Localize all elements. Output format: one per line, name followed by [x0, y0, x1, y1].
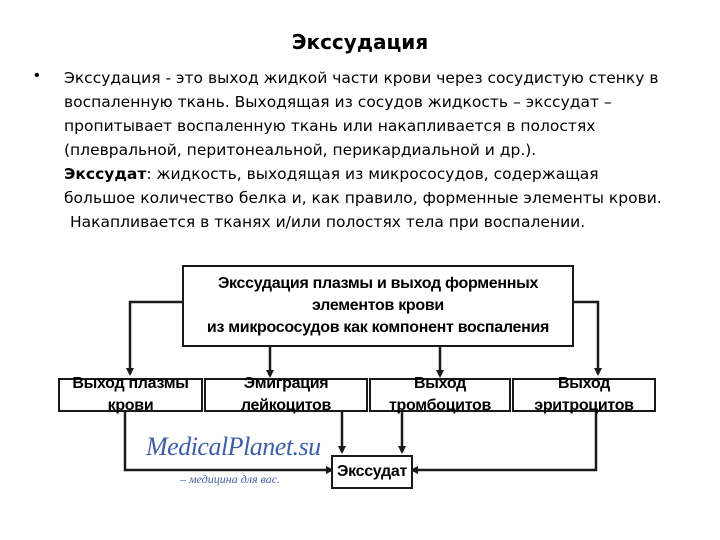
slide-title: Экссудация: [291, 30, 429, 54]
exudate-term: Экссудат: [64, 165, 147, 183]
connector-line: [572, 302, 598, 374]
platelet-exit-box: Выход тромбоцитов: [369, 378, 511, 412]
top-box-line: Экссудация плазмы и выход форменных элементов крови: [217, 275, 539, 314]
plasma-exit-box: Выход плазмы крови: [58, 378, 203, 412]
bullet-marker: •: [34, 67, 40, 84]
definition-line: Экссудация - это выход жидкой части крови через сосудистую стенку в: [64, 69, 659, 87]
top-box-line: из микрососудов как компонент воспаления: [206, 319, 550, 336]
definition-line: большое количество белка и, как правило, форменные элементы крови.: [64, 189, 662, 207]
watermark-site: MedicalPlanet.su: [146, 432, 321, 461]
top-process-box: [182, 265, 574, 347]
leukocyte-emigration-box: Эмиграция лейкоцитов: [204, 378, 368, 412]
definition-line: (плевральной, перитонеальной, перикардиальной и др.).: [64, 141, 537, 159]
connector-line: [130, 302, 183, 374]
exudate-term-rest: : жидкость, выходящая из микрососудов, содержащая: [146, 165, 599, 183]
definition-line: Накапливается в тканях и/или полостях тела при воспалении.: [70, 213, 586, 231]
definition-line: воспаленную ткань. Выходящая из сосудов жидкость – экссудат –: [64, 93, 612, 111]
watermark-tagline: – медицина для вас.: [180, 472, 281, 486]
connector-line: [412, 412, 596, 470]
exudate-result-box: Экссудат: [331, 455, 413, 489]
erythrocyte-exit-box: Выход эритроцитов: [512, 378, 656, 412]
definition-line: пропитывает воспаленную ткань или накапливается в полостях: [64, 117, 596, 135]
